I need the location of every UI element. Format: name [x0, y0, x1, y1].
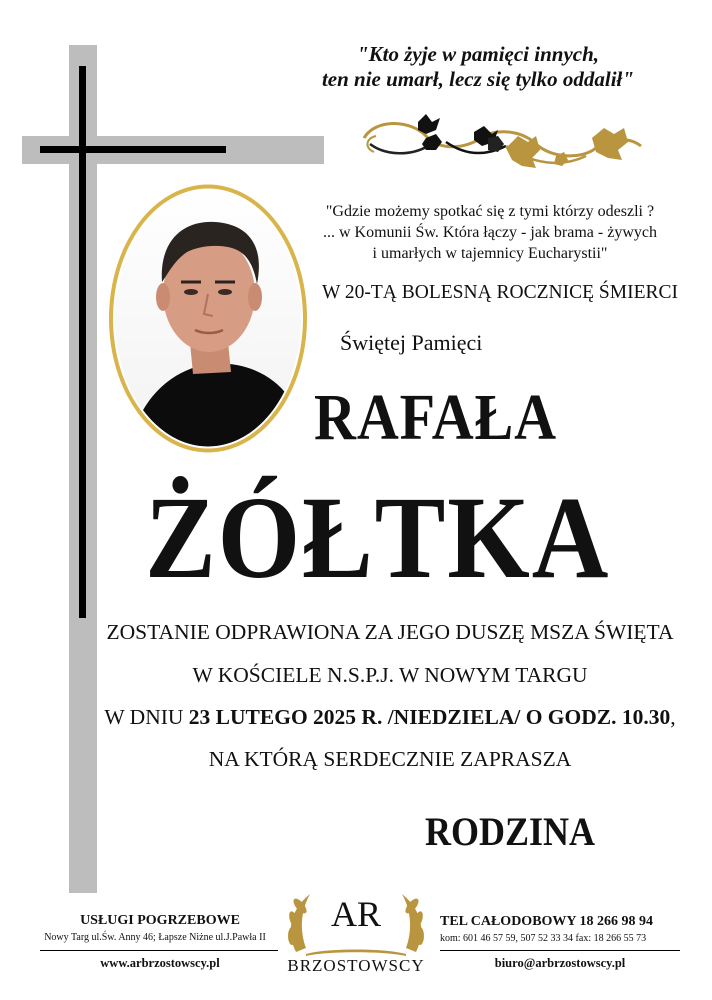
family-signature: RODZINA [424, 809, 596, 854]
anniversary-line: W 20-TĄ BOLESNĄ ROCZNICĘ ŚMIERCI [321, 282, 679, 303]
quote-line-2: ... w Komunii Św. Która łączy - jak brama - żywych [323, 224, 657, 241]
in-memory-label: Świętej Pamięci [340, 330, 483, 355]
footer-divider-left [40, 950, 278, 951]
motto-line-2: ten nie umarł, lecz się tylko oddalił" [321, 67, 635, 91]
phone-24h: TEL CAŁODOBOWY 18 266 98 94 [440, 914, 654, 929]
eucharist-quote [290, 201, 690, 264]
motto-line-1: "Kto żyje w pamięci innych, [356, 42, 600, 66]
website-link[interactable]: www.arbrzostowscy.pl [100, 956, 220, 970]
mass-line-2: W KOŚCIELE N.S.P.J. W NOWYM TARGU [192, 663, 588, 687]
email-link[interactable]: biuro@arbrzostowscy.pl [494, 956, 626, 970]
footer-divider-right [440, 950, 680, 951]
logo-letters: AR [330, 894, 381, 934]
quote-line-1: "Gdzie możemy spotkać się z tymi którzy odeszli ? [325, 203, 655, 220]
quote-line-3: i umarłych w tajemnicy Eucharystii" [372, 245, 608, 262]
mass-date-prefix: W DNIU [104, 705, 189, 729]
deceased-portrait [107, 182, 309, 455]
grapevine-ornament-icon [356, 108, 646, 188]
deceased-first-name: RAFAŁA [314, 381, 557, 454]
mass-line-4: NA KTÓRĄ SERDECZNIE ZAPRASZA [208, 747, 572, 771]
mass-line-1: ZOSTANIE ODPRAWIONA ZA JEGO DUSZĘ MSZA ŚWIĘTA [106, 620, 674, 644]
cross-horizontal [40, 146, 226, 153]
mass-date-suffix: , [670, 705, 676, 729]
phone-numbers: kom: 601 46 57 59, 507 52 33 34 fax: 18 266 55 73 [440, 933, 647, 944]
funeral-services-title: USŁUGI POGRZEBOWE [80, 913, 240, 928]
motto [258, 42, 698, 92]
deceased-last-name: ŻÓŁTKA [145, 472, 611, 603]
funeral-services-address: Nowy Targ ul.Św. Anny 46; Łapsze Niżne ul.J.Pawła II [44, 932, 266, 943]
mass-line-3 [95, 705, 685, 730]
logo-company-name: BRZOSTOWSCY [287, 956, 425, 975]
mass-date: 23 LUTEGO 2025 R. /NIEDZIELA/ O GODZ. 10.30 [188, 705, 671, 729]
